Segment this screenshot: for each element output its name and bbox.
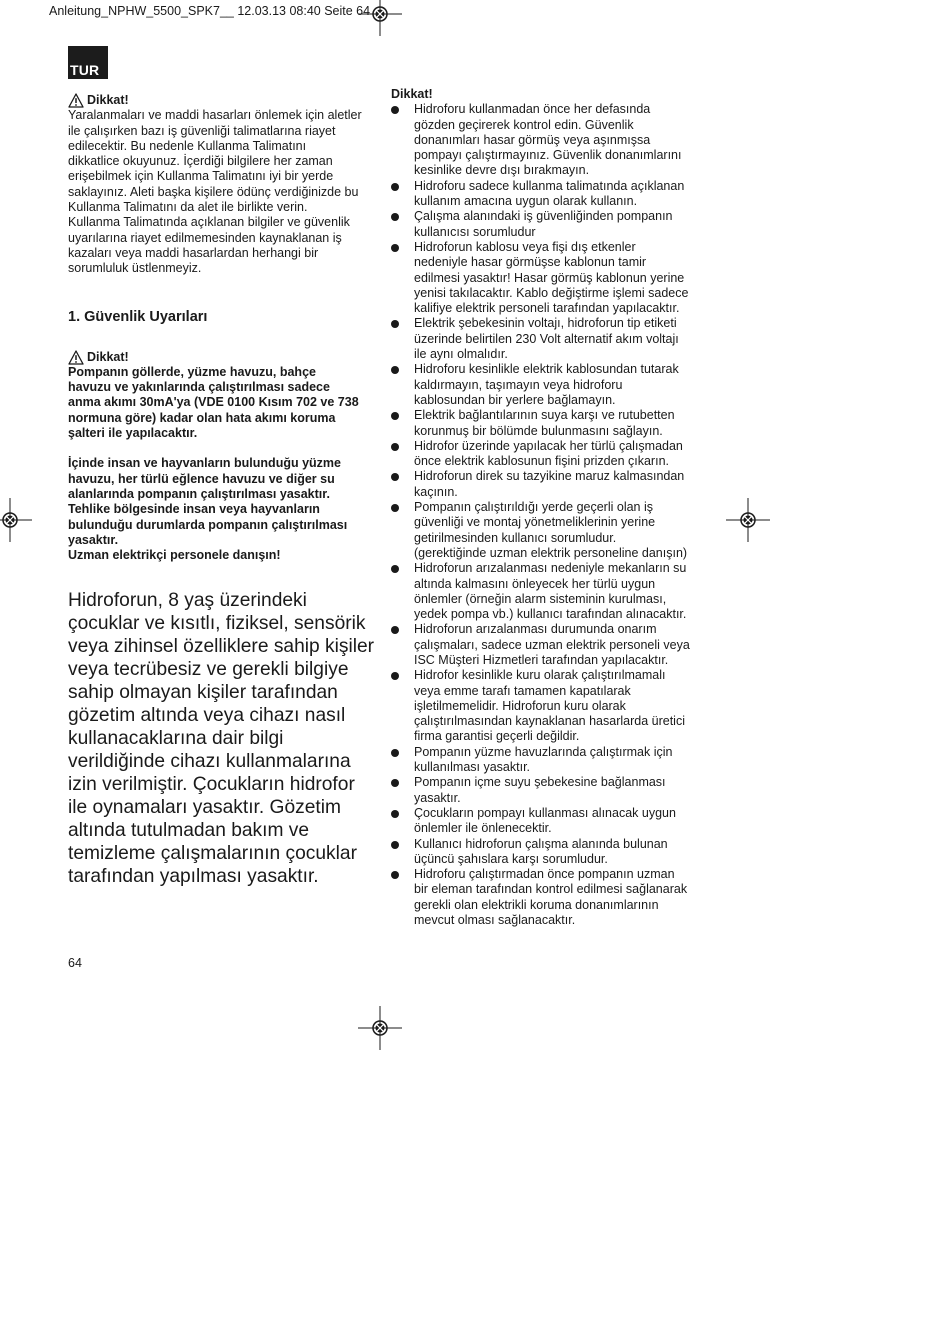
warning-title-text: Dikkat! — [391, 87, 433, 101]
bullet-item — [391, 837, 701, 868]
text-line: kullanacaklarına dair bilgi — [68, 728, 284, 750]
print-header: Anleitung_NPHW_5500_SPK7__ 12.03.13 08:40 Seite 64 — [49, 4, 371, 18]
bullet-dot-icon — [391, 213, 399, 221]
text-line: çalışmaları, sadece uzman elektrik personeli veya — [414, 637, 690, 652]
bullet-dot-icon — [391, 504, 399, 512]
bullet-item — [391, 561, 701, 622]
warning-triangle-icon — [68, 350, 84, 365]
bullet-item — [391, 102, 701, 178]
text-line: nedeniyle hasar görmüşse kablonun tamir — [414, 255, 647, 270]
bullet-item — [391, 408, 701, 439]
text-line: çocuklar ve kısıtlı, fiziksel, sensörik — [68, 613, 366, 635]
text-line: Pompanın yüzme havuzlarında çalıştırmak için — [414, 744, 673, 759]
text-line: gözden geçirerek kontrol edin. Güvenlik — [414, 117, 634, 132]
text-line: Kullanma Talimatında açıklanan bilgiler ve güvenlik — [68, 215, 350, 230]
text-line: Kullanma Talimatını da alet ile birlikte verin. — [68, 200, 308, 215]
text-line: altında tutulmadan bakım ve — [68, 820, 310, 842]
text-line: normuna göre) kadar olan hata akımı koruma — [68, 410, 336, 425]
bullet-dot-icon — [391, 412, 399, 420]
bullet-dot-icon — [391, 473, 399, 481]
right-column — [391, 87, 701, 928]
bullet-dot-icon — [391, 871, 399, 879]
text-line: İçinde insan ve hayvanların bulunduğu yüzme — [68, 456, 341, 471]
intro-paragraph — [68, 108, 378, 276]
text-line: Yaralanmaları ve maddi hasarları önlemek için aletler — [68, 108, 362, 123]
text-line: kaldırmayın, taşımayın veya hidroforu — [414, 377, 623, 392]
bullet-dot-icon — [391, 841, 399, 849]
text-line: Pompanın çalıştırıldığı yerde geçerli olan iş — [414, 500, 654, 515]
bullet-item — [391, 806, 701, 837]
text-line: Hidroforu kesinlikle elektrik kablosundan tutarak — [414, 362, 679, 377]
text-line: Hidroforu çalıştırmadan önce pompanın uzman — [414, 867, 675, 882]
text-line: tarafından yapılması yasaktır. — [68, 866, 319, 888]
rcd-warning-paragraph — [68, 365, 378, 441]
bullet-item — [391, 745, 701, 776]
text-line: edilecektir. Bu nedenle Kullanma Talimatını — [68, 138, 307, 153]
bullet-item — [391, 179, 701, 210]
text-line: altında kalmasını önleyecek her türlü uygun — [414, 576, 656, 591]
text-line: çalıştırılmasından kaynaklanan hasarlarda üretici — [414, 714, 685, 729]
children-notice — [68, 589, 378, 888]
text-line: veya zihinsel özelliklere sahip kişiler — [68, 636, 375, 658]
bullet-dot-icon — [391, 779, 399, 787]
bullet-item — [391, 362, 701, 408]
bullet-item — [391, 668, 701, 744]
text-line: gerekli olan elektrikli koruma donanımlarının — [414, 897, 659, 912]
text-line: Kullanıcı hidroforun çalışma alanında bulunan — [414, 836, 668, 851]
left-column — [68, 93, 378, 888]
warning-title-text: Dikkat! — [87, 349, 129, 364]
text-line: (gerektiğinde uzman elektrik personeline danışın) — [414, 545, 688, 560]
text-line: anma akımı 30mA'ya (VDE 0100 Kısım 702 ve 738 — [68, 395, 359, 410]
text-line: mevcut olması sağlanacaktır. — [414, 913, 576, 928]
text-line: izin verilmiştir. Çocukların hidrofor — [68, 774, 355, 796]
text-line: kaçının. — [414, 484, 458, 499]
bullet-dot-icon — [391, 626, 399, 634]
text-line: üçüncü şahıslara karşı sorumludur. — [414, 851, 608, 866]
pool-warning-paragraph — [68, 456, 378, 563]
language-badge: TUR — [68, 46, 108, 79]
text-line: Çocukların pompayı kullanması alınacak uygun — [414, 805, 676, 820]
text-line: kullanılması yasaktır. — [414, 760, 531, 775]
text-line: yenisi takılacaktır. Kablo değiştirme işlemi sadece — [414, 285, 689, 300]
text-line: kesinlike devre dışı bırakmayın. — [414, 163, 590, 178]
bullet-item — [391, 867, 701, 928]
bullet-dot-icon — [391, 106, 399, 114]
text-line: Elektrik şebekesinin voltajı, hidroforun tip etiketi — [414, 316, 677, 331]
text-line: erişebilmek için Kullanma Talimatını iyi bir yerde — [68, 169, 334, 184]
bullet-item — [391, 469, 701, 500]
registration-mark-top-icon — [358, 0, 402, 36]
text-line: Elektrik bağlantılarının suya karşı ve rutubetten — [414, 408, 675, 423]
text-line: korunmuş bir bölümde bulunmasını sağlayın. — [414, 423, 663, 438]
text-line: ile çalışırken bazı iş güvenliği talimatlarına riayet — [68, 123, 336, 138]
registration-mark-bottom-icon — [358, 1006, 402, 1050]
bullet-dot-icon — [391, 749, 399, 757]
text-line: verildiğinde cihazı kullanmalarına — [68, 751, 351, 773]
text-line: Uzman elektrikçi personele danışın! — [68, 548, 281, 563]
bullet-dot-icon — [391, 443, 399, 451]
text-line: veya tecrübesiz ve gerekli bilgiye — [68, 659, 349, 681]
text-line: sahip olmayan kişiler tarafından — [68, 682, 338, 704]
text-line: ile oynamaları yasaktır. Gözetim — [68, 797, 341, 819]
text-line: kablosundan bir yerlere bağlamayın. — [414, 392, 616, 407]
text-line: dikkatlice okuyunuz. İçerdiği bilgilere her zaman — [68, 154, 333, 169]
text-line: Hidroforun direk su tazyikine maruz kalmasından — [414, 469, 685, 484]
registration-mark-left-icon — [0, 498, 32, 542]
text-line: yasaktır. — [68, 532, 119, 547]
text-line: donanımları hasar görmüş veya aşınmışsa — [414, 132, 651, 147]
text-line: getirilmesinden kullanıcı sorumludur. — [414, 530, 617, 545]
bullet-item — [391, 209, 701, 240]
text-line: saklayınız. Aleti başka kişilere ödünç verdiğinizde bu — [68, 184, 359, 199]
bullet-item — [391, 439, 701, 470]
text-line: Hidroforu sadece kullanma talimatında açıklanan — [414, 178, 685, 193]
right-column-title — [391, 87, 701, 102]
text-line: Pompanın göllerde, yüzme havuzu, bahçe — [68, 364, 316, 379]
registration-mark-right-icon — [726, 498, 770, 542]
text-line: kullanıcısı sorumludur — [414, 224, 536, 239]
bullet-item — [391, 622, 701, 668]
warning-triangle-icon — [68, 93, 84, 108]
text-line: uyarılarına riayet edilmemesinden kaynaklanan iş — [68, 230, 342, 245]
text-line: Hidroforun, 8 yaş üzerindeki — [68, 590, 307, 612]
text-line: Hidroforu kullanmadan önce her defasında — [414, 102, 651, 117]
text-line: Hidroforun arızalanması nedeniyle mekanların su — [414, 561, 687, 576]
text-line: havuzu, her türlü eğlence havuzu ve diğer su — [68, 471, 335, 486]
text-line: Hidrofor üzerinde yapılacak her türlü çalışmadan — [414, 438, 683, 453]
bullet-dot-icon — [391, 320, 399, 328]
text-line: yedek pompa vb.) kullanıcı tarafından alınacaktır. — [414, 607, 687, 622]
text-line: edilmesi yasaktır! Hasar görmüş kablonun yerine — [414, 270, 685, 285]
bullet-dot-icon — [391, 672, 399, 680]
text-line: sorumluluk üstlenmeyiz. — [68, 261, 202, 276]
bullet-dot-icon — [391, 244, 399, 252]
text-line: alanlarında pompanın çalıştırılması yasaktır. — [68, 486, 330, 501]
text-line: kullanım amacına uygun olarak kullanın. — [414, 194, 638, 209]
warning-heading-2 — [68, 350, 378, 365]
text-line: pompayı çalıştırmayınız. Güvenlik donanımlarını — [414, 148, 682, 163]
bullet-dot-icon — [391, 183, 399, 191]
text-line: güvenliği ve montaj yönetmeliklerinin yerine — [414, 515, 656, 530]
text-line: temizleme çalışmalarının çocuklar — [68, 843, 357, 865]
bullet-dot-icon — [391, 366, 399, 374]
bullet-item — [391, 240, 701, 316]
text-line: kalifiye elektrik personeli tarafından yapılacaktır. — [414, 301, 680, 316]
text-line: önce elektrik kablosunun fişini prizden çıkarın. — [414, 454, 669, 469]
bullet-item — [391, 316, 701, 362]
text-line: kazaları veya maddi hasarlardan herhangi bir — [68, 245, 319, 260]
text-line: Çalışma alanındaki iş güvenliğinden pompanın — [414, 209, 673, 224]
bullet-dot-icon — [391, 810, 399, 818]
text-line: firma garantisi geçerli değildir. — [414, 729, 580, 744]
text-line: ISC Müşteri Hizmetleri tarafından yapılacaktır. — [414, 652, 669, 667]
warning-heading — [68, 93, 378, 108]
text-line: Hidroforun arızalanması durumunda onarım — [414, 622, 657, 637]
bullet-item — [391, 775, 701, 806]
text-line: önlemler (örneğin alarm sisteminin kurulması, — [414, 591, 667, 606]
text-line: Pompanın içme suyu şebekesine bağlanması — [414, 775, 666, 790]
text-line: şalteri ile yapılacaktır. — [68, 426, 198, 441]
text-line: önlemler ile önlenecektir. — [414, 821, 552, 836]
safety-bullet-list — [391, 102, 701, 928]
text-line: gözetim altında veya cihazı nasıl — [68, 705, 346, 727]
text-line: Hidroforun kablosu veya fişi dış etkenler — [414, 239, 636, 254]
text-line: bir eleman tarafından kontrol edilmesi sağlanarak — [414, 882, 688, 897]
text-line: Tehlike bölgesinde insan veya hayvanların — [68, 502, 320, 517]
text-line: havuzu ve yakınlarında çalıştırılması sadece — [68, 380, 330, 395]
warning-title-text: Dikkat! — [87, 93, 129, 107]
page-number: 64 — [68, 956, 82, 970]
bullet-item — [391, 500, 701, 561]
text-line: Hidrofor kesinlikle kuru olarak çalıştırılmamalı — [414, 668, 666, 683]
text-line: ile aynı olmalıdır. — [414, 347, 508, 362]
text-line: bulunduğu durumlarda pompanın çalıştırılması — [68, 517, 348, 532]
text-line: veya emme tarafı tamamen kapatılarak — [414, 683, 631, 698]
section-heading: 1. Güvenlik Uyarıları — [68, 308, 208, 325]
text-line: üzerinde belirtilen 230 Volt alternatif akım voltajı — [414, 331, 679, 346]
text-line: yasaktır. — [414, 790, 461, 805]
text-line: işletilmemelidir. Hidroforun kuru olarak — [414, 698, 626, 713]
bullet-dot-icon — [391, 565, 399, 573]
